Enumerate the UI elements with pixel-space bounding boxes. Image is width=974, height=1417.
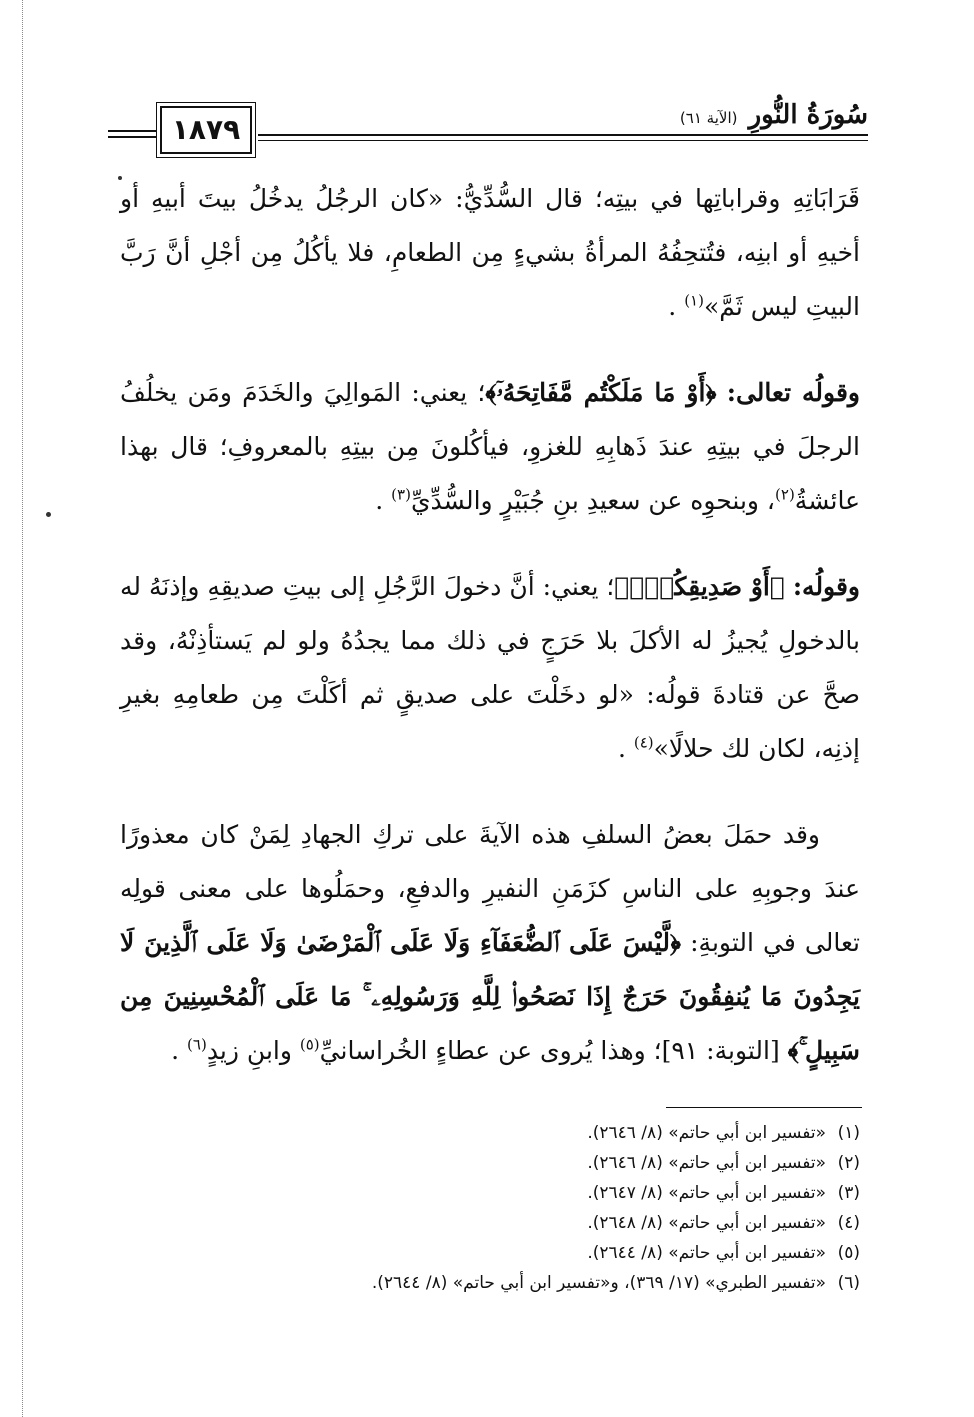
paragraph-end: .: [668, 292, 677, 321]
paragraph-text: ؛ يعني: أنَّ دخولَ الرَّجُلِ إلى بيتِ صديقِهِ وإذنَهُ له بالدخولِ يُجيزُ له الأكلَ بلا حَرَجٍ في ذلك مما يجدُهُ ولو لم يَستأذِنْهُ، وقد صحَّ عن قتادةَ قولُه: «لو دخَلْتَ على صديقٍ ثم أكَلْتَ مِن طعامِهِ بغيرِ إذنِه، لكان لك حلالًا»: [120, 572, 860, 763]
footnote-marker: (٣): [391, 485, 411, 504]
footnote-text: «تفسير ابن أبي حاتم» (٨/ ٢٦٤٨).: [587, 1213, 826, 1233]
scan-edge: [22, 0, 23, 1417]
footnote: [120, 1208, 860, 1238]
footnote-marker: (٦): [187, 1035, 207, 1054]
footnote-number: (١): [837, 1123, 860, 1143]
footnote: [120, 1238, 860, 1268]
footnote-marker: (١): [684, 291, 704, 310]
surah-name: سُورَةُ النُّورِ: [748, 100, 868, 130]
footnote-number: (٢): [837, 1153, 860, 1173]
footnote-number: (٤): [837, 1213, 860, 1233]
surah-title: [680, 100, 868, 130]
footnote-marker: (٤): [633, 733, 654, 752]
paragraph-text: ؛ وهذا يُروى عن عطاءٍ الخُراسانيِّ: [319, 1036, 662, 1065]
paragraph-end: .: [617, 734, 626, 763]
paragraph: [120, 808, 860, 1078]
lead-phrase: وقولُه:: [792, 572, 860, 601]
scan-speck: [46, 512, 51, 517]
quran-verse: ﴿لَّيْسَ عَلَى ٱلضُّعَفَآءِ وَلَا عَلَى ٱلْمَرْضَىٰ وَلَا عَلَى ٱلَّذِينَ لَا يَجِدُونَ مَا يُنفِقُونَ حَرَجٌ إِذَا نَصَحُوا۟ لِلَّهِ وَرَسُولِهِۦ ۚ مَا عَلَى ٱلْمُحْسِنِينَ مِن سَبِيلٍ ۚ﴾: [120, 928, 860, 1065]
paragraph: [120, 560, 860, 776]
paragraph-end: .: [375, 486, 384, 515]
footnote-text: «تفسير ابن أبي حاتم» (٨/ ٢٦٤٤).: [587, 1243, 826, 1263]
paragraph-text: وابنِ زيدٍ: [206, 1036, 292, 1065]
footnote: [120, 1148, 860, 1178]
paragraph-text: ، وبنحوِه عن سعيدِ بنِ جُبَيْرٍ والسُّدِّيِّ: [410, 486, 776, 515]
footnote-text: «تفسير ابن أبي حاتم» (٨/ ٢٦٤٦).: [587, 1123, 826, 1143]
header-lead-rule: [108, 130, 156, 132]
footnote: [120, 1178, 860, 1208]
footnote-marker: (٢): [775, 485, 795, 504]
lead-phrase: وقولُه تعالى:: [726, 378, 860, 407]
footnote-text: «تفسير الطبري» (١٧/ ٣٦٩)، و«تفسير ابن أبي حاتم» (٨/ ٢٦٤٤).: [371, 1273, 826, 1293]
footnote: [120, 1118, 860, 1148]
header-lead-rule: [108, 136, 156, 138]
footnote: [120, 1268, 860, 1298]
footnote-text: «تفسير ابن أبي حاتم» (٨/ ٢٦٤٧).: [587, 1183, 826, 1203]
quran-verse: ﴿أَوْ مَا مَلَكْتُم مَّفَاتِحَهُۥٓ﴾: [485, 378, 717, 407]
footnote-number: (٥): [837, 1243, 860, 1263]
header-rule: [258, 140, 868, 141]
footnote-number: (٦): [837, 1273, 860, 1293]
main-text: [120, 172, 860, 1110]
footnote-separator: [666, 1107, 862, 1108]
header-rule: [258, 134, 868, 136]
paragraph-text: وقد حمَلَ بعضُ السلفِ هذه الآيةَ على تركِ الجهادِ لِمَنْ كان معذورًا عندَ وجوبِهِ على الناسِ كزَمَنِ النفيرِ والدفعِ، وحمَلُوها على معنى قولِه تعالى في التوبةِ:: [120, 820, 861, 957]
verse-reference: [التوبة: ٩١]: [661, 1036, 780, 1065]
footnotes: [120, 1118, 860, 1298]
quran-verse: ﴿أَوْ صَدِيقِكُمْۚ﴾: [614, 572, 785, 601]
footnote-number: (٣): [837, 1183, 860, 1203]
ayah-reference: (الآية ٦١): [679, 109, 738, 127]
paragraph: [120, 366, 860, 528]
footnote-text: «تفسير ابن أبي حاتم» (٨/ ٢٦٤٦).: [587, 1153, 826, 1173]
paragraph-end: .: [171, 1036, 180, 1065]
paragraph: [120, 172, 860, 334]
footnote-marker: (٥): [299, 1035, 320, 1054]
paragraph-text: ؛ يعني: المَوالِيَ والخَدَمَ ومَن يخلُفُ الرجلَ في بيتِهِ عندَ ذَهابِهِ للغزوِ، فيأكُلونَ مِن بيتِهِ بالمعروفِ؛ قال بهذا عائشةُ: [120, 378, 860, 515]
page-header: [108, 96, 868, 156]
page-number: ١٨٧٩: [160, 106, 252, 154]
paragraph-text: قَرَابَاتِهِ وقراباتِها في بيتِه؛ قال السُّدِّيُّ: «كان الرجُلُ يدخُلُ بيتَ أبيهِ أو أخيهِ أو ابنِه، فتُتحِفُهُ المرأةُ بشيءٍ مِن الطعامِ، فلا يأكُلُ مِن أجْلِ أنَّ رَبَّ البيتِ ليس ثَمَّ»: [120, 184, 860, 321]
